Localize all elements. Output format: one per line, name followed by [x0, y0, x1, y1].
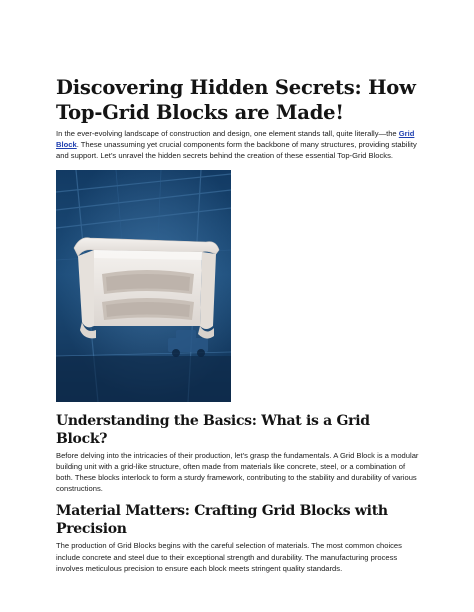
grid-block-link[interactable]: Grid Block [56, 129, 415, 150]
article [56, 75, 420, 574]
section-text-materials: The production of Grid Blocks begins with the careful selection of materials. The most common choices include concrete and steel due to their exceptional strength and durability. The manufacturing process involves meticulous precision to ensure each block meets stringent quality standards. [56, 541, 402, 573]
intro-text-start: In the ever-evolving landscape of construction and design, one element stands tall, quite literally—the [56, 129, 399, 138]
section-text-basics: Before delving into the intricacies of their production, let’s grasp the fundamentals. A Grid Block is a modular building unit with a grid-like structure, often made from materials like concrete, steel, or a combination of both. These blocks interlock to form a sturdy framework, contributing to the stability and durability of various constructions. [56, 450, 419, 494]
section-heading-basics: Understanding the Basics: What is a Grid Block? [56, 412, 370, 447]
grid-block-photo [56, 170, 231, 402]
intro-paragraph [56, 128, 420, 162]
intro-text-end: . These unassuming yet crucial components form the backbone of many structures, providing stability and support. Let’s unravel the hidden secrets behind the creation of these essential Top-Grid Blocks. [56, 140, 417, 161]
section-heading-materials: Material Matters: Crafting Grid Blocks with Precision [56, 503, 388, 538]
page-title: Discovering Hidden Secrets: How Top-Grid Blocks are Made! [56, 76, 416, 124]
hero-image [56, 170, 231, 402]
